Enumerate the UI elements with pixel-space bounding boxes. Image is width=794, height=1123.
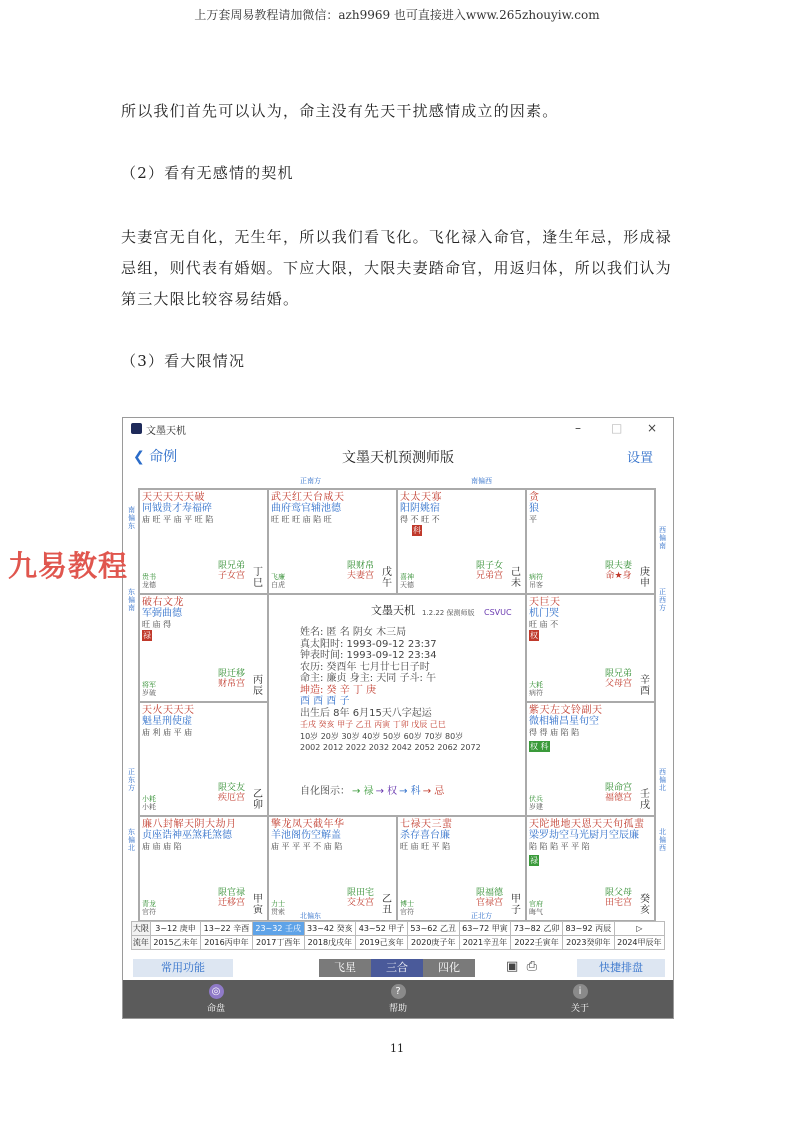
direction-left-2: 东偏南 xyxy=(128,588,135,612)
palace-zi[interactable] xyxy=(397,816,526,921)
direction-left-3: 正东方 xyxy=(128,768,135,792)
palace-you[interactable] xyxy=(526,594,655,702)
palace-name: 限兄弟 子女宫 xyxy=(217,561,245,581)
palace-spirits: 官府 晦气 xyxy=(529,900,543,916)
direction-top-right: 南偏西 xyxy=(471,477,492,485)
palace-name: 限命宫 福德宫 xyxy=(604,783,632,803)
decade-cell[interactable]: 73~82 乙卯 xyxy=(511,922,563,936)
decade-cell[interactable]: 13~22 辛酉 xyxy=(201,922,253,936)
palace-minor-stars: 曲府鸾官辅池德 xyxy=(271,503,341,514)
paragraph-4: （3）看大限情况 xyxy=(121,352,246,370)
print-icon[interactable]: ⎙ xyxy=(526,959,537,974)
nav-chart[interactable] xyxy=(186,984,246,1014)
palace-brightness: 平 xyxy=(529,515,537,524)
decade-row xyxy=(132,922,665,936)
year-cell[interactable]: 2018戊戌年 xyxy=(304,936,356,950)
palace-spirits: 喜神 天德 xyxy=(400,573,414,589)
palace-major-stars: 天天天天天破 xyxy=(142,492,205,503)
palace-spirits: 将军 岁破 xyxy=(142,681,156,697)
palace-spirits: 贵书 龙德 xyxy=(142,573,156,589)
palace-name: 限交友 疾厄宫 xyxy=(217,783,245,803)
palace-ganzhi: 辛 酉 xyxy=(640,675,650,697)
palace-brightness: 得 得 庙 陷 陷 xyxy=(529,728,580,737)
palace-major-stars: 紫天左文铃副天 xyxy=(529,705,603,716)
page-header: 上万套周易教程请加微信：azh9969 也可直接进入www.265zhouyiw.com xyxy=(194,8,600,22)
astrology-chart xyxy=(138,488,656,922)
year-cell[interactable]: 2019己亥年 xyxy=(356,936,408,950)
palace-major-stars: 七禄天三蜚 xyxy=(400,819,453,830)
decade-cell[interactable]: 33~42 癸亥 xyxy=(304,922,356,936)
palace-brightness: 得 不 旺 不 xyxy=(400,515,440,524)
chevron-left-icon: ❮ xyxy=(133,449,145,465)
palace-ganzhi: 甲 子 xyxy=(511,894,521,916)
palace-minor-stars: 机门哭 xyxy=(529,608,559,619)
palace-ganzhi: 甲 寅 xyxy=(253,894,263,916)
year-cell[interactable]: 2017丁酉年 xyxy=(252,936,304,950)
decade-cell[interactable]: 63~72 甲寅 xyxy=(459,922,511,936)
palace-wei[interactable] xyxy=(397,489,526,594)
palace-spirits: 力士 贯索 xyxy=(271,900,285,916)
paragraph-1: 所以我们首先可以认为，命主没有先天干扰感情成立的因素。 xyxy=(121,102,559,120)
palace-ganzhi: 己 未 xyxy=(511,567,521,589)
palace-ganzhi: 庚 申 xyxy=(640,567,650,589)
palace-name: 限夫妻 命★身 xyxy=(604,561,632,581)
info-icon: i xyxy=(573,984,588,999)
palace-ganzhi: 癸 亥 xyxy=(640,894,650,916)
palace-major-stars: 武天红天台咸天 xyxy=(271,492,345,503)
save-icon[interactable]: ▣ xyxy=(506,959,519,974)
palace-hai[interactable] xyxy=(526,816,655,921)
palace-name: 限兄弟 父母宫 xyxy=(604,669,632,689)
maximize-button[interactable]: □ xyxy=(611,421,623,435)
direction-top-left: 正南方 xyxy=(300,477,321,485)
center-version: 1.2.22 保测师版 xyxy=(422,609,475,617)
sihua-tag: 权 xyxy=(530,631,538,640)
bottom-nav xyxy=(123,980,673,1018)
decade-cell-selected[interactable]: 23~32 壬戌 xyxy=(252,922,304,936)
palace-minor-stars: 阳阴姚宿 xyxy=(400,503,440,514)
palace-minor-stars: 魁星刑使虚 xyxy=(142,716,192,727)
window-title: 文墨天机 xyxy=(146,426,186,437)
center-title: 文墨天机 xyxy=(371,604,415,617)
palace-name: 限田宅 交友宫 xyxy=(346,888,374,908)
palace-brightness: 旺 庙 不 xyxy=(529,620,559,629)
page-number: 11 xyxy=(390,1042,404,1055)
year-cell[interactable]: 2021辛丑年 xyxy=(459,936,511,950)
palace-name: 限子女 兄弟宫 xyxy=(475,561,503,581)
year-cell[interactable]: 2015乙未年 xyxy=(150,936,200,950)
palace-spirits: 博士 官符 xyxy=(400,900,414,916)
year-cell[interactable]: 2022壬寅年 xyxy=(511,936,563,950)
palace-major-stars: 天火天天天 xyxy=(142,705,195,716)
settings-button[interactable]: 设置 xyxy=(626,451,653,466)
palace-spirits: 病符 吊客 xyxy=(529,573,543,589)
direction-right-1: 西偏南 xyxy=(659,526,666,550)
toolbar xyxy=(123,957,673,979)
palace-ganzhi: 戊 午 xyxy=(382,567,392,589)
palace-spirits: 青龙 官符 xyxy=(142,900,156,916)
palace-ganzhi: 丙 辰 xyxy=(253,675,263,697)
palace-brightness: 旺 庙 旺 平 陷 xyxy=(400,842,451,851)
center-logo: CSVUC xyxy=(484,608,512,617)
period-table xyxy=(131,921,665,953)
tab-sanhe[interactable]: 三合 xyxy=(371,959,423,977)
watermark: 九易教程 xyxy=(8,549,129,583)
direction-left-4: 东偏北 xyxy=(128,828,135,852)
palace-spirits: 伏兵 岁建 xyxy=(529,795,543,811)
back-label: 命例 xyxy=(149,449,178,465)
palace-minor-stars: 梁罗劫空马光厨月空辰廉 xyxy=(529,830,639,841)
view-mode-segmented xyxy=(319,959,475,977)
direction-right-2: 正西方 xyxy=(659,588,666,612)
palace-brightness: 庙 旺 平 庙 平 旺 陷 xyxy=(142,515,214,524)
help-icon: ? xyxy=(391,984,406,999)
paragraph-2: （2）看有无感情的契机 xyxy=(121,164,294,182)
palace-brightness: 旺 旺 旺 庙 陷 旺 xyxy=(271,515,332,524)
minimize-button[interactable]: – xyxy=(575,421,581,435)
decade-cell[interactable]: 83~92 丙辰 xyxy=(562,922,614,936)
palace-xu[interactable] xyxy=(526,702,655,816)
decade-cell[interactable]: 53~62 乙丑 xyxy=(407,922,459,936)
palace-brightness: 陷 陷 陷 平 平 陷 xyxy=(529,842,590,851)
palace-name: 限官禄 迁移宫 xyxy=(217,888,245,908)
palace-ganzhi: 乙 卯 xyxy=(253,789,263,811)
tab-feixing[interactable]: 飞星 xyxy=(319,959,371,977)
palace-minor-stars: 贞座诰神巫煞耗煞德 xyxy=(142,830,232,841)
palace-ganzhi: 壬 戌 xyxy=(640,789,650,811)
palace-ganzhi: 乙 丑 xyxy=(382,894,392,916)
chart-center-info xyxy=(268,594,526,816)
palace-major-stars: 贪 xyxy=(529,492,540,503)
palace-minor-stars: 杀存喜台廉 xyxy=(400,830,450,841)
decade-header: 大限 xyxy=(132,922,151,936)
year-cell[interactable]: 2016丙申年 xyxy=(201,936,253,950)
nav-help[interactable] xyxy=(368,984,428,1014)
palace-shen[interactable] xyxy=(526,489,655,594)
sihua-tag: 禄 xyxy=(530,856,538,865)
year-cell[interactable]: 2024甲辰年 xyxy=(614,936,664,950)
palace-name: 限迁移 财帛宫 xyxy=(217,669,245,689)
nav-chart-label: 命盘 xyxy=(206,1004,225,1014)
palace-major-stars: 太太天寡 xyxy=(400,492,442,503)
nav-bar xyxy=(123,442,673,472)
year-header: 流年 xyxy=(132,936,151,950)
common-functions-button[interactable]: 常用功能 xyxy=(133,959,233,977)
toolbar-icons xyxy=(506,959,537,974)
palace-yin[interactable] xyxy=(139,816,268,921)
palace-spirits: 大耗 病符 xyxy=(529,681,543,697)
palace-name: 限财帛 夫妻宫 xyxy=(346,561,374,581)
palace-name: 限父母 田宅宫 xyxy=(604,888,632,908)
app-screenshot xyxy=(122,417,674,1019)
palace-major-stars: 破右文龙 xyxy=(142,597,184,608)
year-cell[interactable]: 2020庚子年 xyxy=(407,936,459,950)
direction-bottom-right: 正北方 xyxy=(471,912,492,920)
paragraph-3: 夫妻宫无自化，无生年，所以我们看飞化。飞化禄入命官，逢生年忌，形成禄忌组，则代表有婚姻。下应大限，大限夫妻踏命官，用返归体，所以我们认为第三大限比较容易结婚。 xyxy=(121,228,672,308)
palace-major-stars: 廉八封解天阴大劫月 xyxy=(142,819,237,830)
decade-cell[interactable]: 43~52 甲子 xyxy=(356,922,408,936)
palace-brightness: 庙 平 平 平 不 庙 陷 xyxy=(271,842,343,851)
palace-wu[interactable] xyxy=(268,489,397,594)
birth-info: 姓名: 匿 名 阴女 木三局 真太阳时: 1993-09-12 23:37 钟表时间: 1993-09-12 23:34 农历: 癸酉年 七月廿七日子时 命主: 廉贞 身主: 天同 子斗: 午 坤造: 癸 辛 丁 庚 酉 酉 酉 子 出生后 8年 6月15天八字起运 壬戌 癸亥 甲子 乙丑 丙寅 丁卯 戊辰 己巳 10岁 20岁 30岁 40岁 50岁 60岁 70岁 80岁 2002 2012 2022 2032 2042 2052 2062 2072 xyxy=(300,627,481,752)
sihua-tag: 禄 xyxy=(143,631,151,640)
palace-brightness: 旺 庙 得 xyxy=(142,620,172,629)
palace-major-stars: 擎龙凤天截年华 xyxy=(271,819,345,830)
window-titlebar xyxy=(123,418,673,440)
palace-chen[interactable] xyxy=(139,594,268,702)
palace-name: 限福德 官禄宫 xyxy=(475,888,503,908)
nav-about[interactable] xyxy=(550,984,610,1014)
palace-mao[interactable] xyxy=(139,702,268,816)
palace-minor-stars: 同钺贵才寿福碎 xyxy=(142,503,212,514)
palace-brightness: 庙 利 庙 平 庙 xyxy=(142,728,193,737)
year-cell[interactable]: 2023癸卯年 xyxy=(562,936,614,950)
direction-right-4: 北偏西 xyxy=(659,828,666,852)
nav-help-label: 帮助 xyxy=(388,1004,407,1014)
chart-icon: ◎ xyxy=(209,984,224,999)
self-transform-legend: 自化图示： → 禄 → 权 → 科 → 忌 xyxy=(300,786,445,797)
direction-right-3: 西偏北 xyxy=(659,768,666,792)
palace-brightness: 庙 庙 庙 陷 xyxy=(142,842,182,851)
quick-chart-button[interactable]: 快捷排盘 xyxy=(577,959,665,977)
sihua-tag: 科 xyxy=(413,526,421,535)
palace-minor-stars: 军弼曲德 xyxy=(142,608,182,619)
palace-ganzhi: 丁 巳 xyxy=(253,567,263,589)
next-page-button[interactable]: ▷ xyxy=(614,922,664,936)
tab-sihua[interactable]: 四化 xyxy=(423,959,475,977)
app-title: 文墨天机预测师版 xyxy=(342,450,454,466)
year-row xyxy=(132,936,665,950)
palace-major-stars: 天巨天 xyxy=(529,597,561,608)
nav-about-label: 关于 xyxy=(570,1004,589,1014)
direction-left-1: 南偏东 xyxy=(128,506,135,530)
palace-chou[interactable] xyxy=(268,816,397,921)
sihua-tag: 权 科 xyxy=(530,742,549,751)
close-button[interactable]: × xyxy=(647,421,658,435)
palace-spirits: 小耗 小耗 xyxy=(142,795,156,811)
app-icon xyxy=(131,423,142,434)
direction-bottom-left: 北偏东 xyxy=(300,912,321,920)
palace-minor-stars: 微相辅昌星旬空 xyxy=(529,716,599,727)
decade-cell[interactable]: 3~12 庚申 xyxy=(150,922,200,936)
palace-spirits: 飞廉 白虎 xyxy=(271,573,285,589)
palace-si[interactable] xyxy=(139,489,268,594)
palace-minor-stars: 羊池阁伤空解盖 xyxy=(271,830,341,841)
palace-minor-stars: 狼 xyxy=(529,503,539,514)
palace-major-stars: 天陀地地天恩天天旬孤蜚 xyxy=(529,819,645,830)
